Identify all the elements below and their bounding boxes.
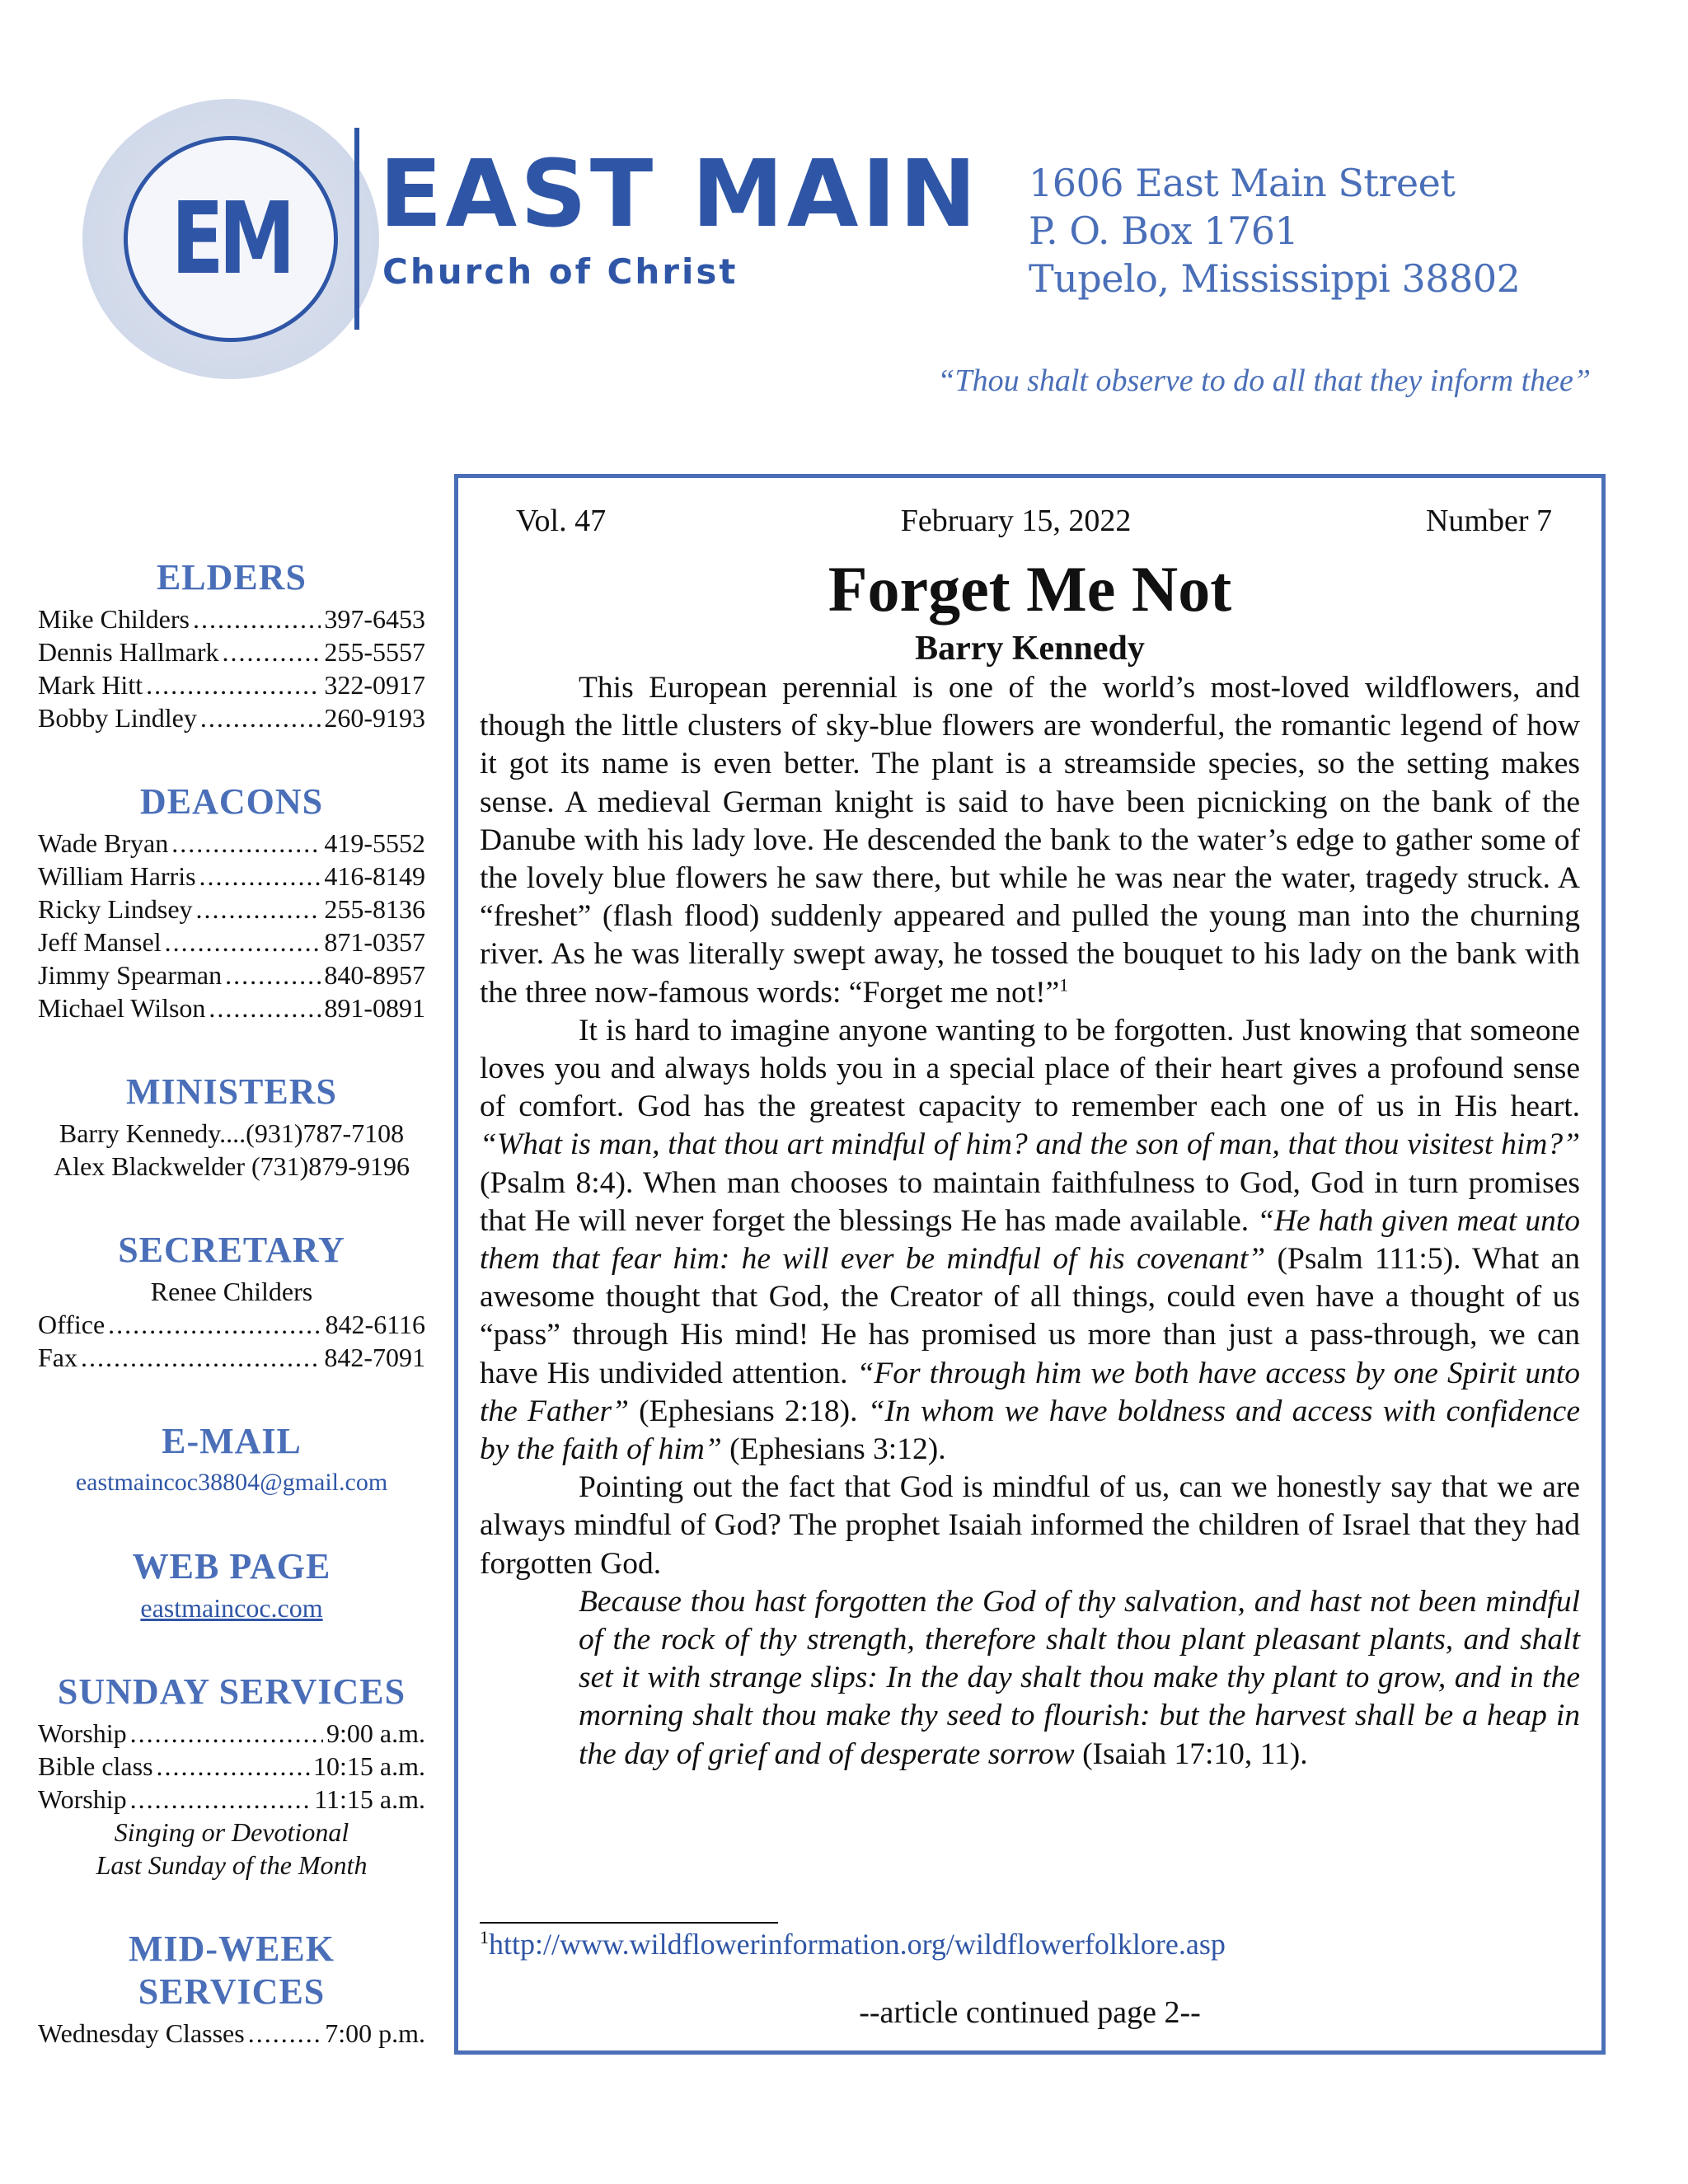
contact-phone: 322-0917	[324, 670, 425, 700]
section-title: E-MAIL	[162, 1421, 302, 1461]
leader-dots	[225, 958, 321, 991]
contact-row	[38, 635, 425, 668]
leader-dots	[108, 1308, 321, 1341]
motto: “Thou shalt observe to do all that they inform thee”	[937, 363, 1591, 398]
section-title-line: MID-WEEK	[129, 1929, 335, 1969]
contact-name: William Harris	[38, 861, 196, 891]
scripture-quote: “For through him we both have access by one Spirit unto the Father”	[480, 1356, 1580, 1428]
contact-name: Wade Bryan	[38, 828, 169, 858]
church-name: EAST MAIN	[379, 141, 980, 248]
contact-row	[38, 991, 425, 1024]
webpage-section	[38, 1545, 425, 1624]
service-name: Bible class	[38, 1751, 153, 1781]
contact-name: Mark Hitt	[38, 670, 143, 700]
paragraph: Pointing out the fact that God is mindful of us, can we honestly say that we are always mindful of God? The prophet Isaiah informed the children of Israel that they had forgotten God.	[480, 1470, 1580, 1581]
elders-section	[38, 556, 425, 734]
contact-name: Jimmy Spearman	[38, 960, 223, 990]
contact-phone: 891-0891	[324, 993, 425, 1023]
contact-name: Michael Wilson	[38, 993, 206, 1023]
contact-row	[38, 701, 425, 734]
contact-row	[38, 668, 425, 701]
logo-monogram: EM	[171, 181, 291, 297]
paragraph	[480, 669, 1580, 1012]
leader-dots	[130, 1783, 312, 1816]
footnote-number: 1	[480, 1927, 489, 1947]
service-row	[38, 1717, 425, 1750]
footnote-ref: 1	[1059, 974, 1069, 996]
leader-dots	[130, 1717, 323, 1750]
section-title: SUNDAY SERVICES	[57, 1671, 406, 1712]
contact-row	[38, 602, 425, 635]
contact-name: Mike Childers	[38, 604, 190, 634]
section-title: ELDERS	[156, 557, 307, 598]
contact-name: Jeff Mansel	[38, 927, 162, 957]
scripture-quote: “He hath given meat unto them that fear him: he will ever be mindful of his covenant”	[480, 1203, 1580, 1277]
article-box	[454, 474, 1606, 2055]
continued-note: --article continued page 2--	[859, 1995, 1201, 2030]
paragraph-text: It is hard to imagine anyone wanting to be forgotten. Just knowing that someone loves you and always holds you in a special place of their heart gives a profound sense of comfort. God has the greatest capacity to remember each one of us in His heart.	[480, 1013, 1580, 1124]
address-line: 1606 East Main Street	[1029, 161, 1456, 205]
paragraph-text: (Ephesians 3:12).	[721, 1432, 946, 1467]
minister-line: Alex Blackwelder (731)879-9196	[54, 1151, 410, 1181]
midweek-section	[38, 1928, 425, 2050]
paragraph	[480, 1012, 1580, 1469]
leader-dots	[165, 926, 321, 958]
service-row	[38, 2017, 425, 2050]
contact-row	[38, 893, 425, 926]
contact-phone: 255-8136	[324, 894, 425, 924]
logo-divider	[354, 128, 359, 330]
leader-dots	[146, 668, 321, 701]
contact-phone: 419-5552	[324, 828, 425, 858]
secretary-section	[38, 1229, 425, 1374]
contact-row	[38, 827, 425, 860]
service-name: Worship	[38, 1784, 127, 1814]
webpage-link[interactable]: eastmaincoc.com	[140, 1593, 323, 1623]
contact-name: Ricky Lindsey	[38, 894, 193, 924]
contact-row	[38, 1341, 425, 1374]
sidebar	[38, 556, 425, 2096]
leader-dots	[248, 2017, 322, 2050]
footnote-link[interactable]: http://www.wildflowerinformation.org/wildflowerfolklore.asp	[489, 1928, 1226, 1961]
contact-row	[38, 860, 425, 893]
contact-phone: 416-8149	[324, 861, 425, 891]
block-quote-text: Because thou hast forgotten the God of thy salvation, and hast not been mindful of the rock of thy strength, therefore shalt thou plant pleasant plants, and shalt set it with strange slips: In the day shalt thou make thy plant to grow, and in the morning shalt thou make thy seed to flourish: but the harvest shall be a heap in the day of grief and of desperate sorrow	[579, 1584, 1580, 1771]
contact-row	[38, 926, 425, 958]
service-name: Worship	[38, 1718, 127, 1748]
contact-phone: 842-6116	[325, 1310, 425, 1339]
issue-date: February 15, 2022	[900, 504, 1132, 538]
leader-dots	[223, 635, 321, 668]
sunday-services-section	[38, 1671, 425, 1882]
section-title: MINISTERS	[126, 1071, 337, 1112]
service-note: Last Sunday of the Month	[96, 1850, 368, 1880]
contact-phone: 871-0357	[324, 927, 425, 957]
contact-phone: 397-6453	[324, 604, 425, 634]
leader-dots	[200, 701, 321, 734]
service-time: 7:00 p.m.	[325, 2018, 425, 2048]
contact-name: Dennis Hallmark	[38, 637, 219, 667]
leader-dots	[193, 602, 321, 635]
address-line: Tupelo, Mississippi 38802	[1029, 256, 1521, 301]
block-quote	[579, 1583, 1580, 1774]
contact-name: Office	[38, 1310, 106, 1339]
contact-row	[38, 958, 425, 991]
deacons-section	[38, 780, 425, 1024]
paragraph-text: (Ephesians 2:18).	[628, 1394, 868, 1428]
footnote-rule	[480, 1922, 778, 1924]
volume: Vol. 47	[516, 504, 607, 538]
leader-dots	[81, 1341, 321, 1374]
paragraph-text: This European perennial is one of the world’s most-loved wildflowers, and though the little clusters of sky-blue flowers are wonderful, the romantic legend of how it got its name is even better. The plant is a streamside species, so the setting makes sense. A medieval German knight is said to have been picnicking on the bank of the Danube with his lady love. He descended the bank to the water’s edge to gather some of the lovely blue flowers he saw there, but while he was near the water, tragedy struck. A “freshet” (flash flood) suddenly appeared and pulled the young man into the churning river. As he was literally swept away, he tossed the bouquet to his lady on the bank with the three now-famous words: “Forget me not!”	[480, 671, 1580, 1010]
leader-dots	[157, 1750, 310, 1783]
email-link[interactable]: eastmaincoc38804@gmail.com	[75, 1469, 388, 1496]
minister-line: Barry Kennedy....(931)787-7108	[59, 1118, 405, 1148]
secretary-name: Renee Childers	[150, 1277, 313, 1306]
scripture-quote: “What is man, that thou art mindful of him? and the son of man, that thou visitest him?”	[480, 1127, 1580, 1162]
contact-phone: 842-7091	[324, 1343, 425, 1372]
contact-row	[38, 1308, 425, 1341]
service-note: Singing or Devotional	[114, 1817, 349, 1847]
section-title	[38, 1928, 425, 2013]
block-quote-ref: (Isaiah 17:10, 11).	[1074, 1736, 1308, 1771]
scripture-quote: “In whom we have boldness and access with confidence by the faith of him”	[480, 1394, 1580, 1467]
contact-phone: 255-5557	[324, 637, 425, 667]
section-title: SECRETARY	[118, 1230, 345, 1270]
issue-meta	[516, 503, 1552, 539]
issue-number: Number 7	[1425, 504, 1552, 538]
leader-dots	[199, 860, 321, 893]
church-subtitle: Church of Christ	[382, 251, 738, 292]
service-row	[38, 1750, 425, 1783]
contact-name: Bobby Lindley	[38, 703, 197, 733]
paragraph-text: (Psalm 8:4). When man chooses to maintain faithfulness to God, God in turn promises that He will never forget the blessings He has made available.	[480, 1165, 1580, 1238]
contact-phone: 840-8957	[324, 960, 425, 990]
leader-dots	[171, 827, 321, 860]
paragraph-text: (Psalm 111:5). What an awesome thought that God, the Creator of all things, could even have a thought of us “pass” through His mind! He has promised us more than just a pass-through, we can have His undivided attention.	[480, 1242, 1581, 1390]
contact-name: Fax	[38, 1343, 77, 1372]
contact-phone: 260-9193	[324, 703, 425, 733]
service-name: Wednesday Classes	[38, 2018, 245, 2048]
address-line: P. O. Box 1761	[1029, 209, 1299, 253]
email-section	[38, 1420, 425, 1499]
leader-dots	[196, 893, 321, 926]
section-title: DEACONS	[139, 781, 324, 822]
article-title: Forget Me Not	[828, 553, 1232, 625]
section-title: WEB PAGE	[132, 1546, 331, 1586]
church-address	[1029, 159, 1520, 302]
service-time: 9:00 a.m.	[326, 1718, 425, 1748]
service-row	[38, 1783, 425, 1816]
service-time: 11:15 a.m.	[314, 1784, 425, 1814]
section-title-line: SERVICES	[138, 1971, 326, 2012]
article-body	[480, 669, 1580, 1774]
leader-dots	[209, 991, 321, 1024]
article-author: Barry Kennedy	[915, 630, 1145, 668]
ministers-section	[38, 1071, 425, 1183]
footnote	[480, 1927, 1226, 1961]
service-time: 10:15 a.m.	[313, 1751, 425, 1781]
